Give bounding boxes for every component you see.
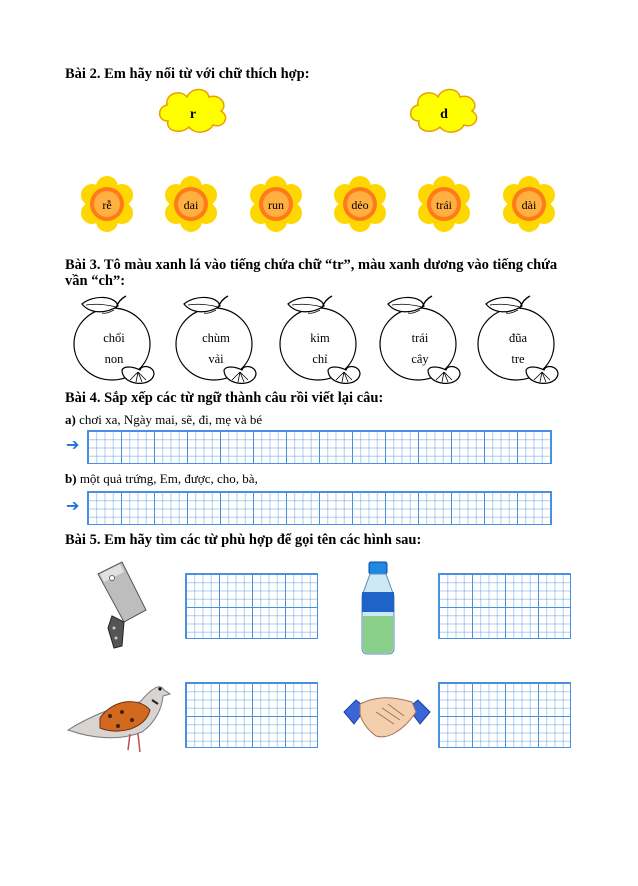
bai4-a-words: chơi xa, Ngày mai, sẽ, đi, mẹ và bé: [79, 412, 263, 427]
bai4-a-writing-grid[interactable]: [87, 430, 552, 464]
bai5-grid-bottle[interactable]: [438, 573, 571, 639]
bai4-title: Bài 4. Sắp xếp các từ ngữ thành câu rồi viết lại câu:: [65, 390, 384, 406]
svg-text:kim: kim: [310, 331, 330, 345]
bai4-b-arrow: ➔: [66, 496, 80, 515]
flower-1[interactable]: [81, 176, 133, 232]
svg-text:chỉ: chỉ: [312, 352, 328, 366]
bai4-a-prompt: [65, 412, 262, 428]
bai5-grid-cleaver[interactable]: [185, 573, 318, 639]
svg-text:non: non: [104, 352, 124, 366]
bai4-b-label: b): [65, 471, 77, 486]
flower-2[interactable]: [165, 176, 217, 232]
svg-text:đũa: đũa: [508, 331, 528, 345]
svg-text:run: run: [268, 198, 284, 212]
svg-text:tre: tre: [511, 352, 525, 366]
bai4-a-label: a): [65, 412, 76, 427]
fruit-5[interactable]: [478, 296, 558, 383]
svg-text:rễ: rễ: [102, 198, 112, 212]
letter-cloud-d[interactable]: [411, 90, 477, 133]
letter-r: r: [189, 107, 197, 122]
bai5-grid-dove[interactable]: [185, 682, 318, 748]
svg-text:trái: trái: [411, 331, 429, 345]
svg-text:dai: dai: [183, 198, 199, 212]
svg-text:chùm: chùm: [202, 331, 230, 345]
svg-text:cây: cây: [411, 352, 429, 366]
svg-text:dẻo: dẻo: [351, 198, 369, 212]
fruit-2[interactable]: [176, 296, 256, 383]
bai4-b-writing-grid[interactable]: [87, 491, 552, 525]
fruit-1[interactable]: [74, 296, 154, 383]
bai5-title: Bài 5. Em hãy tìm các từ phù hợp để gọi tên các hình sau:: [65, 532, 422, 548]
flower-6[interactable]: [503, 176, 555, 232]
svg-text:dài: dài: [521, 198, 537, 212]
bai2-title: Bài 2. Em hãy nối từ với chữ thích hợp:: [65, 66, 310, 82]
bai5-grid-handshake[interactable]: [438, 682, 571, 748]
water-bottle-icon: [362, 562, 394, 654]
cleaver-icon: [98, 562, 146, 648]
dove-icon: [68, 687, 170, 752]
bai3-title-line2: vần “ch”:: [65, 273, 126, 289]
letter-d: d: [440, 107, 448, 122]
fruit-4[interactable]: [380, 296, 460, 383]
letter-cloud-r[interactable]: [160, 90, 226, 133]
handshake-icon: [344, 698, 430, 737]
svg-text:trái: trái: [436, 198, 452, 212]
svg-text:vải: vải: [208, 352, 224, 366]
svg-text:chổi: chổi: [103, 331, 125, 345]
bai4-a-arrow: ➔: [66, 435, 80, 454]
bai4-b-prompt: [65, 471, 258, 487]
flower-5[interactable]: [418, 176, 470, 232]
flower-4[interactable]: [334, 176, 386, 232]
bai4-b-words: một quả trứng, Em, được, cho, bà,: [79, 471, 258, 486]
bai3-title-line1: Bài 3. Tô màu xanh lá vào tiếng chứa chữ “tr”, màu xanh dương vào tiếng chứa: [65, 257, 558, 273]
flower-3[interactable]: [250, 176, 302, 232]
fruit-3[interactable]: [280, 296, 360, 383]
